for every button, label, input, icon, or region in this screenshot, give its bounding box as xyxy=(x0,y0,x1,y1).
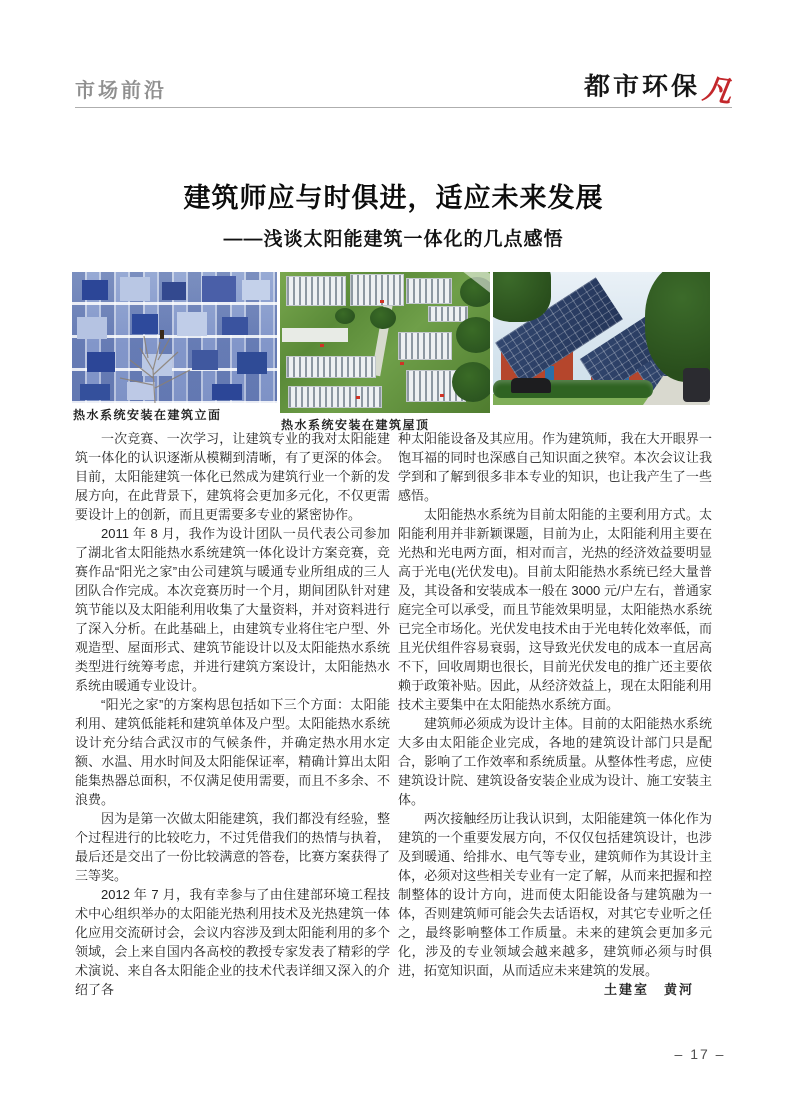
title-block xyxy=(75,176,712,251)
photo-building-facade xyxy=(72,272,277,403)
paragraph: 种太阳能设备及其应用。作为建筑师，我在大开眼界一饱耳福的同时也深感自己知识面之狭窄。本次会议让我学到和了解到很多非本专业的知识，也让我产生了一些感悟。 xyxy=(398,431,712,503)
author-line: 土建室 黄河 xyxy=(603,982,694,997)
photo-aerial-figure xyxy=(280,272,490,432)
brand-logo xyxy=(583,66,735,109)
solar-roof xyxy=(428,306,468,322)
solar-roof xyxy=(286,276,346,306)
page-number: – 17 – xyxy=(674,1046,726,1062)
paragraph: 太阳能热水系统为目前太阳能的主要利用方式。太阳能利用并非新颖课题，目前为止，太阳能利用主要在光热和光电两方面，相对而言，光热的经济效益要明显高于光电(光伏发电)。目前太阳能热水系统已经大量普及，其设备和安装成本一般在 3000 元/户左右，普通家庭完全可以承受，而且节能效果明显，太阳能热水系统已完全市场化。光伏发电技术由于光电转化效率低，而且光伏组件容易衰弱，这导致光伏发电的成本一直居高不下，回收周期也很长，目前光伏发电的推广还主要依赖于政策补贴。因此，从经济效益上，现在太阳能利用技术主要集中在太阳能热水系统方面。 xyxy=(398,507,712,712)
solar-roof xyxy=(286,356,376,378)
brand-text: 都市环保 xyxy=(583,71,700,101)
text-column-left xyxy=(75,429,390,999)
photo-houses-figure xyxy=(493,272,710,405)
facade-panel xyxy=(212,384,242,400)
paragraph: “阳光之家”的方案构思包括如下三个方面：太阳能利用、建筑低能耗和建筑单体及户型。太阳能热水系统设计充分结合武汉市的气候条件，并确定热水用水定额、水温、用水时间及太阳能保证率，精确计算出太阳能集热器总面积，不仅满足使用需要，而且不多余、不浪费。 xyxy=(75,697,390,807)
red-detail xyxy=(400,362,404,365)
photo-row xyxy=(72,272,710,432)
photo-aerial-rooftops xyxy=(280,272,490,413)
tree-blob xyxy=(370,307,396,329)
red-detail xyxy=(380,300,384,303)
tree-blob xyxy=(493,272,551,322)
paragraph: 建筑师必须成为设计主体。目前的太阳能热水系统大多由太阳能企业完成，各地的建筑设计部门只是配合，影响了工作效率和系统质量。从整体性考虑，应使建筑设计院、建筑设备安装企业成为设计、施工安装主体。 xyxy=(398,716,712,807)
person-on-facade xyxy=(160,330,164,339)
page-header xyxy=(75,62,735,109)
tree-blob xyxy=(452,362,490,402)
paragraph: 因为是第一次做太阳能建筑，我们都没有经验，整个过程进行的比较吃力，不过凭借我们的热情与执着，最后还是交出了一份比较满意的答卷，比赛方案获得了三等奖。 xyxy=(75,811,390,883)
paragraph: 两次接触经历让我认识到，太阳能建筑一体化作为建筑的一个重要发展方向，不仅仅包括建筑设计，也涉及到暖通、给排水、电气等专业，建筑师作为其设计主体，必须对这些相关专业有一定了解，从而来把握和控制整体的设计方向，进而使太阳能设备与建筑融为一体，否则建筑师可能会失去话语权，对其它专业听之任之，最终影响整体工作质量。未来的建筑会更加多元化，涉及的专业领域会越来越多，建筑师必须与时俱进，拓宽知识面，从而适应未来建筑的发展。 xyxy=(398,811,712,978)
facade-window xyxy=(120,277,150,301)
white-roof xyxy=(282,328,348,342)
solar-roof xyxy=(398,332,452,360)
facade-panel xyxy=(222,317,248,335)
photo-solar-houses xyxy=(493,272,710,405)
facade-window xyxy=(242,280,270,300)
tree-branches xyxy=(100,330,210,403)
section-label: 市场前沿 xyxy=(75,80,167,102)
brand-mark-icon: 凡 xyxy=(700,71,735,109)
facade-panel xyxy=(162,282,186,300)
photo-facade-figure xyxy=(72,272,277,432)
car xyxy=(683,368,710,402)
red-detail xyxy=(440,394,444,397)
facade-panel xyxy=(82,280,108,300)
paragraph: 2012 年 7 月，我有幸参与了由住建部环境工程技术中心组织举办的太阳能光热利用技术及光热建筑一体化应用交流研讨会，会议内容涉及到太阳能利用的多个领域，会上来自国内各高校的教授专家发表了精彩的学术演说、来自各太阳能企业的技术代表详细又深入的介绍了各 xyxy=(75,887,390,997)
car xyxy=(511,378,551,393)
article-title: 建筑师应与时俱进，适应未来发展 xyxy=(183,183,604,214)
facade-panel xyxy=(237,352,267,374)
tree-blob xyxy=(335,308,355,324)
paragraph: 一次竞赛、一次学习，让建筑专业的我对太阳能建筑一体化的认识逐渐从模糊到清晰，有了更深的体会。目前，太阳能建筑一体化已然成为建筑行业一个新的发展方向，在此背景下，建筑将会更加多元化，不仅更需要设计上的创新，而且更需要多专业的紧密协作。 xyxy=(75,431,390,522)
solar-roof xyxy=(406,278,452,304)
photo-caption-rooftop: 热水系统安装在建筑屋顶 xyxy=(281,418,430,432)
paragraph: 2011 年 8 月，我作为设计团队一员代表公司参加了湖北省太阳能热水系统建筑一体化设计方案竞赛，竞赛作品“阳光之家”由公司建筑与暖通专业所组成的三人团队合作完成。本次竞赛历时一个月，期间团队针对建筑节能以及太阳能利用收集了大量资料，并对资料进行了深入分析。在此基础上，由建筑专业将住宅户型、外观造型、屋面形式、建筑节能设计以及太阳能热水系统类型进行统筹考虑，并进行建筑方案设计，太阳能热水系统由暖通专业设计。 xyxy=(75,526,390,693)
article-body xyxy=(75,429,712,999)
solar-roof xyxy=(288,386,382,408)
facade-panel xyxy=(202,276,236,302)
red-detail xyxy=(356,396,360,399)
photo-caption-facade: 热水系统安装在建筑立面 xyxy=(73,408,222,422)
solar-roof xyxy=(350,274,404,306)
text-column-right xyxy=(398,429,712,999)
tree-blob xyxy=(456,317,490,353)
article-subtitle: ——浅谈太阳能建筑一体化的几点感悟 xyxy=(223,229,564,250)
red-detail xyxy=(320,344,324,347)
